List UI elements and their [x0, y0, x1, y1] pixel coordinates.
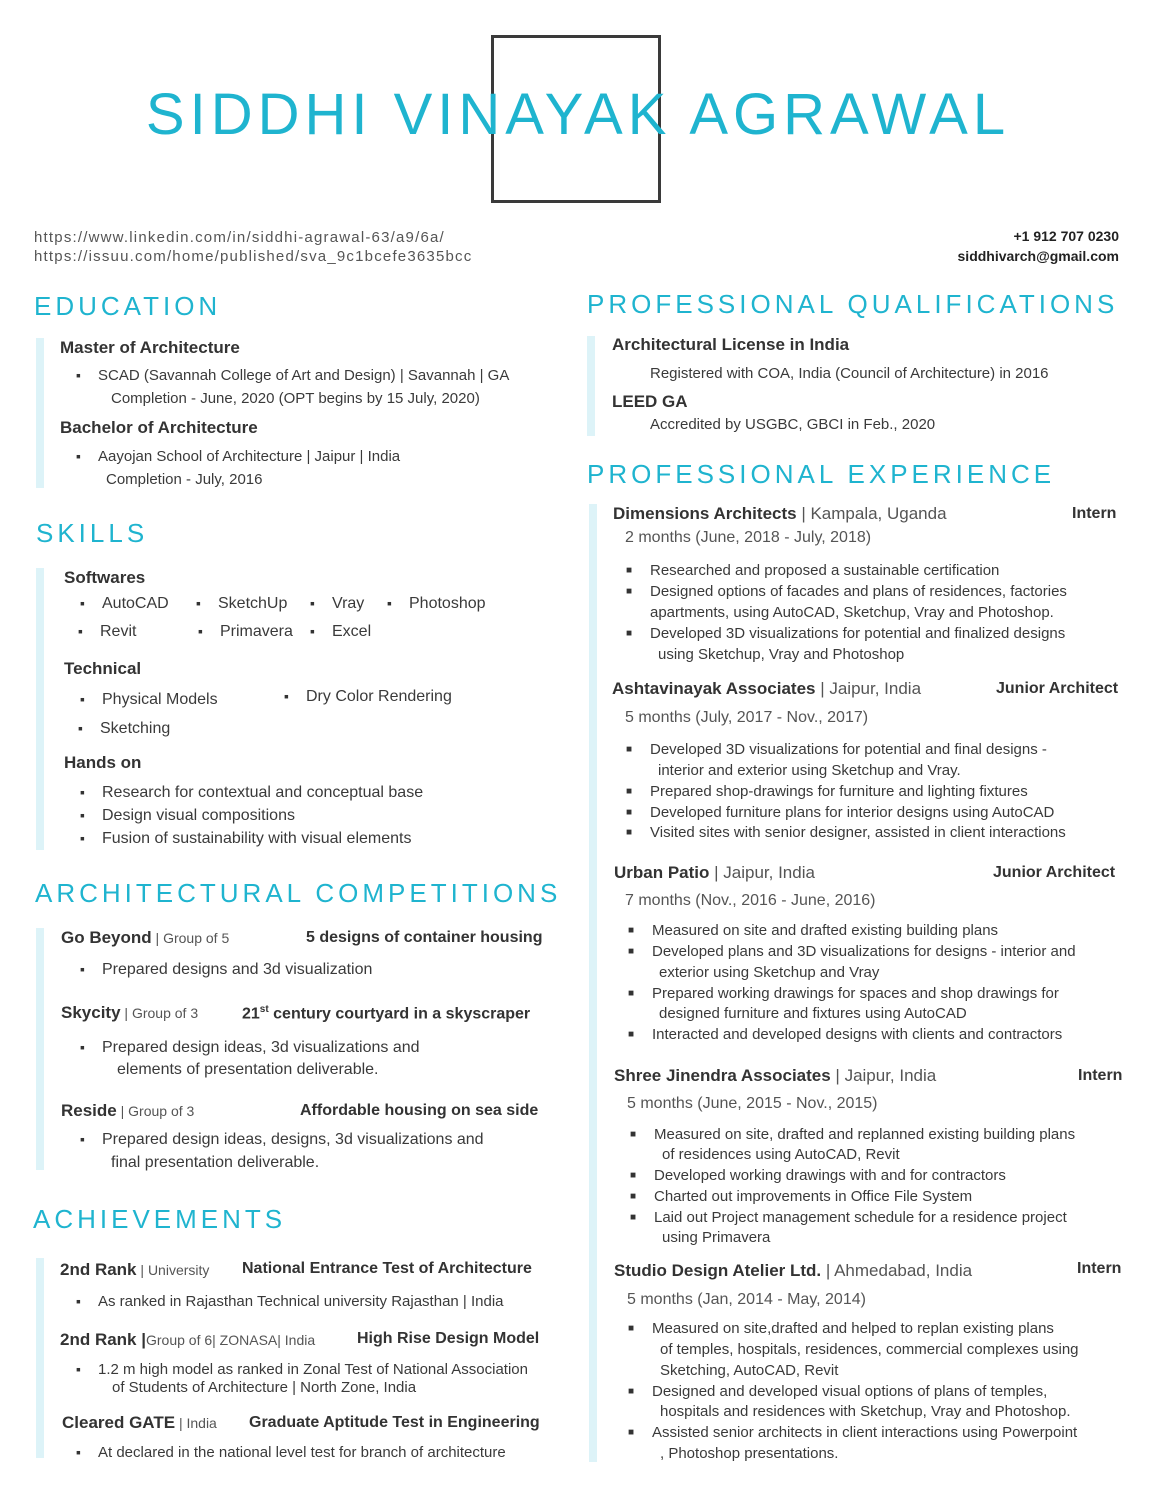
skill-item: ▪ Design visual compositions [102, 807, 295, 825]
experience-bullet: ■ Prepared working drawings for spaces and shop drawings for [652, 985, 1059, 1002]
education-completion: Completion - July, 2016 [106, 471, 263, 488]
experience-bullet: ■ Developed 3D visualizations for potential and final designs - [650, 741, 1047, 758]
experience-role: Junior Architect [996, 680, 1119, 697]
education-school: ▪ SCAD (Savannah College of Art and Design) | Savannah | GA [98, 367, 509, 384]
skill-item: ▪ Physical Models [102, 691, 218, 709]
achievement-title: High Rise Design Model [357, 1330, 540, 1347]
experience-company: Studio Design Atelier Ltd. | Ahmedabad, India [614, 1261, 973, 1280]
competition-topic: 21st century courtyard in a skyscraper [242, 1004, 531, 1023]
qualification-desc: Registered with COA, India (Council of Architecture) in 2016 [650, 365, 1049, 382]
experience-role: Intern [1078, 1067, 1123, 1084]
qualification-desc: Accredited by USGBC, GBCI in Feb., 2020 [650, 416, 936, 433]
experience-bullet: ■ Measured on site, drafted and replanned existing building plans [654, 1126, 1075, 1143]
experience-bullet: ■ Designed options of facades and plans of residences, factories [650, 583, 1067, 600]
competition-desc: ▪ Prepared design ideas, 3d visualizations and [102, 1039, 420, 1057]
experience-bullet: ■ Developed furniture plans for interior designs using AutoCAD [650, 804, 1054, 821]
skill-item: ▪ SketchUp [218, 595, 287, 613]
skill-item: ▪ Primavera [220, 623, 293, 641]
section-title-skills: SKILLS [36, 518, 149, 548]
experience-bullet: ■ Assisted senior architects in client interactions using Powerpoint [652, 1424, 1077, 1441]
competition-topic: Affordable housing on sea side [300, 1102, 539, 1119]
skill-item: ▪ Sketching [100, 720, 170, 738]
issuu-link[interactable]: https://issuu.com/home/published/sva_9c1bcefe3635bcc [34, 248, 473, 265]
achievement-rank: 2nd Rank | University [60, 1260, 210, 1279]
achievement-title: National Entrance Test of Architecture [242, 1260, 532, 1277]
experience-duration: 7 months (Nov., 2016 - June, 2016) [625, 892, 876, 909]
phone-number: +1 912 707 0230 [1013, 228, 1119, 244]
skill-item: ▪ Vray [332, 595, 364, 613]
experience-company: Dimensions Architects | Kampala, Uganda [613, 504, 947, 523]
experience-bullet: ■ Developed plans and 3D visualizations for designs - interior and [652, 943, 1076, 960]
experience-bullet: ■ Visited sites with senior designer, assisted in client interactions [650, 824, 1066, 841]
competition-desc: final presentation deliverable. [111, 1154, 320, 1171]
education-degree: Bachelor of Architecture [60, 418, 258, 437]
qualification-name: Architectural License in India [612, 335, 850, 354]
section-title-education: EDUCATION [34, 291, 222, 321]
experience-bullet-cont: hospitals and residences with Sketchup, Vray and Photoshop. [660, 1403, 1071, 1420]
achievements-accent-bar [36, 1258, 44, 1458]
email-address[interactable]: siddhivarch@gmail.com [957, 248, 1119, 264]
experience-bullet: ■ Developed working drawings with and for contractors [654, 1167, 1006, 1184]
skills-technical-title: Technical [64, 659, 142, 678]
competition-topic: 5 designs of container housing [306, 929, 543, 946]
experience-role: Junior Architect [993, 864, 1116, 881]
experience-role: Intern [1077, 1260, 1122, 1277]
experience-bullet-cont: exterior using Sketchup and Vray [659, 964, 880, 981]
achievement-desc: of Students of Architecture | North Zone, India [112, 1379, 417, 1396]
experience-bullet-cont: of temples, hospitals, residences, commercial complexes using [660, 1341, 1079, 1358]
education-accent-bar [36, 338, 44, 488]
competition-name: Skycity | Group of 3 [61, 1003, 199, 1022]
experience-bullet-cont: , Photoshop presentations. [660, 1445, 839, 1462]
education-school: ▪ Aayojan School of Architecture | Jaipur | India [98, 448, 400, 465]
experience-company: Ashtavinayak Associates | Jaipur, India [612, 679, 922, 698]
skill-item: ▪ Revit [100, 623, 136, 641]
skill-item: ▪ Excel [332, 623, 371, 641]
experience-bullet-cont: of residences using AutoCAD, Revit [662, 1146, 900, 1163]
experience-role: Intern [1072, 505, 1117, 522]
skill-item: ▪ AutoCAD [102, 595, 169, 613]
education-completion: Completion - June, 2020 (OPT begins by 15 July, 2020) [111, 390, 480, 407]
experience-bullet: ■ Laid out Project management schedule for a residence project [654, 1209, 1067, 1226]
section-title-qualifications: PROFESSIONAL QUALIFICATIONS [587, 289, 1119, 319]
experience-bullet-cont: using Primavera [662, 1229, 771, 1246]
experience-accent-bar [589, 504, 597, 1462]
achievement-desc: ▪ 1.2 m high model as ranked in Zonal Test of National Association [98, 1361, 528, 1378]
qualification-name: LEED GA [612, 392, 688, 411]
skill-item: ▪ Dry Color Rendering [306, 688, 452, 706]
experience-duration: 5 months (June, 2015 - Nov., 2015) [627, 1095, 878, 1112]
experience-bullet-cont: Sketching, AutoCAD, Revit [660, 1362, 839, 1379]
skill-item: ▪ Research for contextual and conceptual base [102, 784, 423, 802]
experience-company: Urban Patio | Jaipur, India [614, 863, 815, 882]
experience-bullet: ■ Measured on site,drafted and helped to replan existing plans [652, 1320, 1054, 1337]
achievement-rank: 2nd Rank |Group of 6| ZONASA| India [60, 1330, 316, 1349]
experience-bullet: ■ Designed and developed visual options of plans of temples, [652, 1383, 1047, 1400]
skills-accent-bar [36, 568, 44, 850]
experience-bullet-cont: using Sketchup, Vray and Photoshop [658, 646, 905, 663]
competitions-accent-bar [36, 928, 44, 1170]
experience-bullet: ■ Researched and proposed a sustainable certification [650, 562, 999, 579]
linkedin-link[interactable]: https://www.linkedin.com/in/siddhi-agrawal-63/a9/6a/ [34, 229, 445, 246]
experience-duration: 5 months (Jan, 2014 - May, 2014) [627, 1291, 866, 1308]
achievement-title: Graduate Aptitude Test in Engineering [249, 1414, 540, 1431]
achievement-desc: ▪ As ranked in Rajasthan Technical university Rajasthan | India [98, 1293, 504, 1310]
skill-item: ▪ Fusion of sustainability with visual elements [102, 830, 411, 848]
person-name: SIDDHI VINAYAK AGRAWAL [145, 82, 1011, 147]
experience-bullet: ■ Prepared shop-drawings for furniture and lighting fixtures [650, 783, 1028, 800]
competition-desc: ▪ Prepared design ideas, designs, 3d visualizations and [102, 1131, 484, 1149]
section-title-experience: PROFESSIONAL EXPERIENCE [587, 459, 1056, 489]
experience-bullet: ■ Charted out improvements in Office File System [654, 1188, 972, 1205]
section-title-achievements: ACHIEVEMENTS [33, 1204, 287, 1234]
competition-name: Go Beyond | Group of 5 [61, 928, 230, 947]
section-title-competitions: ARCHITECTURAL COMPETITIONS [35, 878, 562, 908]
education-degree: Master of Architecture [60, 338, 240, 357]
experience-bullet: ■ Measured on site and drafted existing building plans [652, 922, 998, 939]
achievement-rank: Cleared GATE | India [62, 1413, 217, 1432]
experience-bullet-cont: interior and exterior using Sketchup and Vray. [658, 762, 961, 779]
achievement-desc: ▪ At declared in the national level test for branch of architecture [98, 1444, 506, 1461]
experience-bullet: ■ Developed 3D visualizations for potential and finalized designs [650, 625, 1065, 642]
competition-name: Reside | Group of 3 [61, 1101, 195, 1120]
experience-company: Shree Jinendra Associates | Jaipur, India [614, 1066, 937, 1085]
experience-bullet: ■ Interacted and developed designs with clients and contractors [652, 1026, 1062, 1043]
competition-desc: ▪ Prepared designs and 3d visualization [102, 961, 372, 979]
skill-item: ▪ Photoshop [409, 595, 486, 613]
skills-handson-title: Hands on [64, 753, 142, 772]
experience-bullet-cont: apartments, using AutoCAD, Sketchup, Vray and Photoshop. [650, 604, 1054, 621]
qualifications-accent-bar [587, 336, 595, 436]
skills-softwares-title: Softwares [64, 568, 146, 587]
experience-duration: 5 months (July, 2017 - Nov., 2017) [625, 709, 869, 726]
experience-bullet-cont: designed furniture and fixtures using AutoCAD [659, 1005, 967, 1022]
experience-duration: 2 months (June, 2018 - July, 2018) [625, 529, 872, 546]
competition-desc: elements of presentation deliverable. [117, 1061, 379, 1078]
